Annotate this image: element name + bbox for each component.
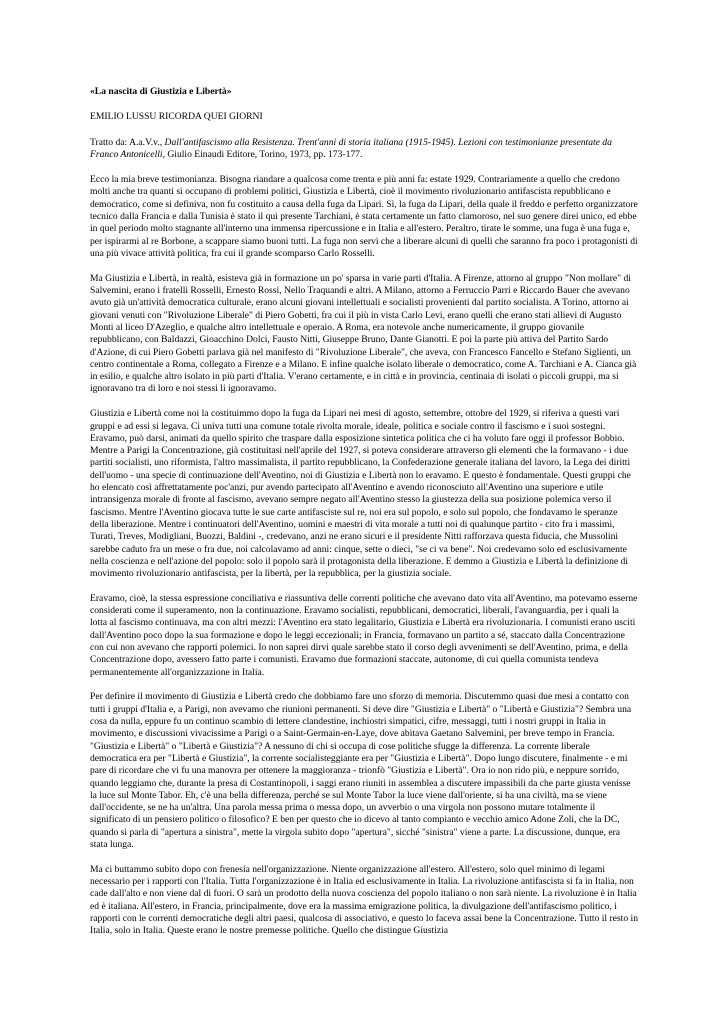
paragraph-3: Giustizia e Libertà come noi la costituimmo dopo la fuga da Lipari nei mesi di agosto, settembre, ottobre del 1929, si riferiva a questi vari gruppi e ad essi si legava. Ci univa tutti una comune totale rivolta morale, ideale, politica e sociale contro il fascismo e i suoi sostegni. Eravamo, può darsi, animati da quello spirito che traspare dalla esposizione sintetica politica che ci ha voluto fare oggi il professor Bobbio. Mentre a Parigi la Concentrazione, già costituitasi nell'aprile del 1927, si poteva considerare attraverso gli elementi che la formavano - i due partiti socialisti, uno riformista, l'altro massimalista, il partito repubblicano, la Confederazione generale italiana del lavoro, la Lega dei diritti dell'uomo - una specie di continuazione dell'Aventino, noi di Giustizia e Libertà non lo eravamo. E questo è fondamentale. Questi gruppi che ho elencato così affrettatamente poc'anzi, pur avendo partecipato all'Aventino e avendo riconosciuto all'Aventino una superiore e utile intransigenza morale di fronte al fascismo, avevano sempre negato all'Aventino stesso la giustezza della sua posizione polemica verso il fascismo. Mentre l'Aventino giocava tutte le sue carte antifasciste sul re, noi era sul popolo, e solo sul popolo, che fondavamo le speranze della liberazione. Mentre i continuatori dell'Aventino, uomini e maestri di vita morale a tutti noi di qualunque partito - cito fra i massimi, Turati, Treves, Modigliani, Buozzi, Baldini -, credevano, anzi ne erano sicuri e il presidente Nitti rafforzava questa fiducia, che Mussolini sarebbe caduto fra un mese o fra due, noi calcolavamo ad anni: cinque, sette o dieci, "se ci va bene". Noi credevamo solo ed esclusivamente nella coscienza e nell'azione del popolo: solo il popolo sarà il protagonista della liberazione. E demmo a Giustizia e Libertà la definizione di movimento rivoluzionario antifascista, per la libertà, per la repubblica, per la giustizia sociale.	[90, 408, 631, 580]
document-title: «La nascita di Giustizia e Libertà»	[90, 86, 232, 97]
source-suffix: , Giulio Einaudi Editore, Torino, 1973, pp. 173-177.	[162, 148, 363, 160]
paragraph-1: Ecco la mia breve testimonianza. Bisogna riandare a qualcosa come trenta e più anni fa: estate 1929. Contrariamente a quello che credono molti anche tra quanti si occupano di problemi politici, Giustizia e Libertà, cioè il movimento rivoluzionario antifascista repubblicano e democratico, come si definiva, non fu costituito a causa della fuga da Lipari. Sì, la fuga da Lipari, della quale il freddo e perfetto organizzatore tecnico dalla Francia e dalla Tunisia è stato il qui presente Tarchiani, è stata certamente un fatto clamoroso, nel suo genere direi unico, ed ebbe in quel periodo molto stagnante all'interno una immensa ripercussione e in Italia e all'estero. Peraltro, tirate le somme, una fuga è una fuga e, per ispirarmi al re Borbone, a scappare siamo buoni tutti. La fuga non servì che a liberare alcuni di quelli che saranno fra poco i protagonisti di una più vivace attività politica, fra cui il grande scomparso Carlo Rosselli.	[90, 174, 638, 259]
paragraph-4: Eravamo, cioè, la stessa espressione conciliativa e riassuntiva delle correnti politiche che avevano dato vita all'Aventino, ma potevamo esserne considerati come il superamento, non la continuazione. Eravamo socialisti, repubblicani, democratici, liberali, l'avanguardia, per i quali la lotta al fascismo continuava, ma con altri mezzi: l'Aventino era stato legalitario, Giustizia e Libertà era rivoluzionaria. I comunisti erano usciti dall'Aventino poco dopo la sua formazione e dopo le leggi eccezionali; in Francia, formavano un partito a sé, staccato dalla Concentrazione con cui non avevano che rapporti polemici. Io non saprei dirvi quale sarebbe stato il corso degli avvenimenti se dell'Aventino, prima, e della Concentrazione dopo, avessero fatto parte i comunisti. Eravamo due formazioni staccate, autonome, di cui quella comunista tendeva permanentemente all'organizzazione in Italia.	[90, 592, 638, 678]
source-citation	[90, 137, 638, 162]
document-page	[90, 86, 638, 950]
source-prefix: Tratto da: A.a.V.v.,	[90, 136, 165, 148]
document-subtitle: EMILIO LUSSU RICORDA QUEI GIORNI	[90, 111, 263, 123]
paragraph-2: Ma Giustizia e Libertà, in realtà, esisteva già in formazione un po' sparsa in varie parti d'Italia. A Firenze, attorno al gruppo "Non mollare" di Salvemini, erano i fratelli Rosselli, Ernesto Rossi, Nello Traquandi e altri. A Milano, attorno a Ferruccio Parri e Riccardo Bauer che avevano avuto già un'attività democratica culturale, erano alcuni giovani intellettuali e socialisti provenienti dal partito socialista. A Torino, attorno ai giovani venuti con "Rivoluzione Liberale" di Piero Gobetti, fra cui il più in vista Carlo Levi, erano quelli che erano stati allievi di Augusto Monti al liceo D'Azeglio, e qualche altro intellettuale e operaio. A Roma, era notevole anche numericamente, il gruppo giovanile repubblicano, con Baldazzi, Gioacchino Dolci, Fausto Nitti, Giuseppe Bruno, Dante Gianotti. E poi la parte più attiva del Partito Sardo d'Azione, di cui Piero Gobetti parlava già nel manifesto di "Rivoluzione Liberale", che aveva, con Francesco Fancello e Stefano Siglienti, un centro continentale a Roma, collegato a Firenze e a Milano. E infine qualche isolato liberale o democratico, come A. Tarchiani e A. Cianca già in esilio, e qualche altro isolato in più parti d'Italia. V'erano certamente, e in città e in provincia, centinaia di isolati o piccoli gruppi, ma si ignoravano tra di loro e noi stessi li ignoravamo.	[90, 272, 637, 395]
source-book-title: Dall'antifascismo alla Resistenza. Trent'anni di storia italiana (1915-1945). Lezioni con testimonianze presentate da Franco Antonicelli	[90, 136, 612, 160]
paragraph-6: Ma ci buttammo subito dopo con frenesia nell'organizzazione. Niente organizzazione all'estero. All'estero, solo quel minimo di legami necessario per i rapporti con l'Italia. Tutta l'organizzazione è in Italia ed esclusivamente in Italia. La rivoluzione antifascista si fa in Italia, non cade dall'alto e non viene dal di fuori. O sarà un prodotto della nuova coscienza del popolo italiano o non sarà niente. La rivoluzione è in Italia ed è italiana. All'estero, in Francia, principalmente, dove era la massima emigrazione politica, la divulgazione dell'antifascismo politico, i rapporti con le correnti democratiche degli altri paesi, qualcosa di associativo, e questo lo faceva assai bene la Concentrazione. Tutto il resto in Italia, solo in Italia. Queste erano le nostre premesse politiche. Quello che distingue Giustizia	[90, 863, 638, 937]
paragraph-5: Per definire il movimento di Giustizia e Libertà credo che dobbiamo fare uno sforzo di memoria. Discutemmo quasi due mesi a contatto con tutti i gruppi d'Italia e, a Parigi, non avevamo che riunioni permanenti. Si deve dire "Giustizia e Libertà" o "Libertà e Giustizia"? Sembra una cosa da nulla, eppure fu un continuo scambio di lettere clandestine, inchiostri simpatici, cifre, messaggi, tutti i nostri gruppi in Italia in movimento, e discussioni vivacissime a Parigi o a Saint-Germain-en-Laye, dove abitava Gaetano Salvemini, per breve tempo in Francia. "Giustizia e Libertà" o "Libertà e Giustizia"? A nessuno di chi si occupa di cose politiche sfugge la differenza. La corrente liberale democratica era per "Libertà e Giustizia", la corrente socialisteggiante era per "Giustizia e Libertà". Dopo lungo discutere, finalmente - e mi pare di ricordare che vi fu una manovra per ottenere la maggioranza - trionfò "Giustizia e Libertà". Ora io non rido più, e neppure sorrido, quando leggiamo che, durante la presa di Costantinopoli, i saggi erano riuniti in assemblea a discutere impassibili da che parte giusta venisse la luce sul Monte Tabor. Eh, c'è una bella differenza, perché se sul Monte Tabor la luce viene dall'oriente, si ha una civiltà, ma se viene dall'occidente, se ne ha un'altra. Una parola messa prima o messa dopo, un avverbio o una virgola non possono mutare totalmente il significato di un pensiero politico o filosofico? E ben per questo che io dicevo al tanto compianto e vecchio amico Adone Zoli, che la DC, quando si parla di "apertura a sinistra", mette la virgola subito dopo "apertura", sicché "sinistra" viene a parte. La discussione, dunque, era stata lunga.	[90, 691, 632, 851]
